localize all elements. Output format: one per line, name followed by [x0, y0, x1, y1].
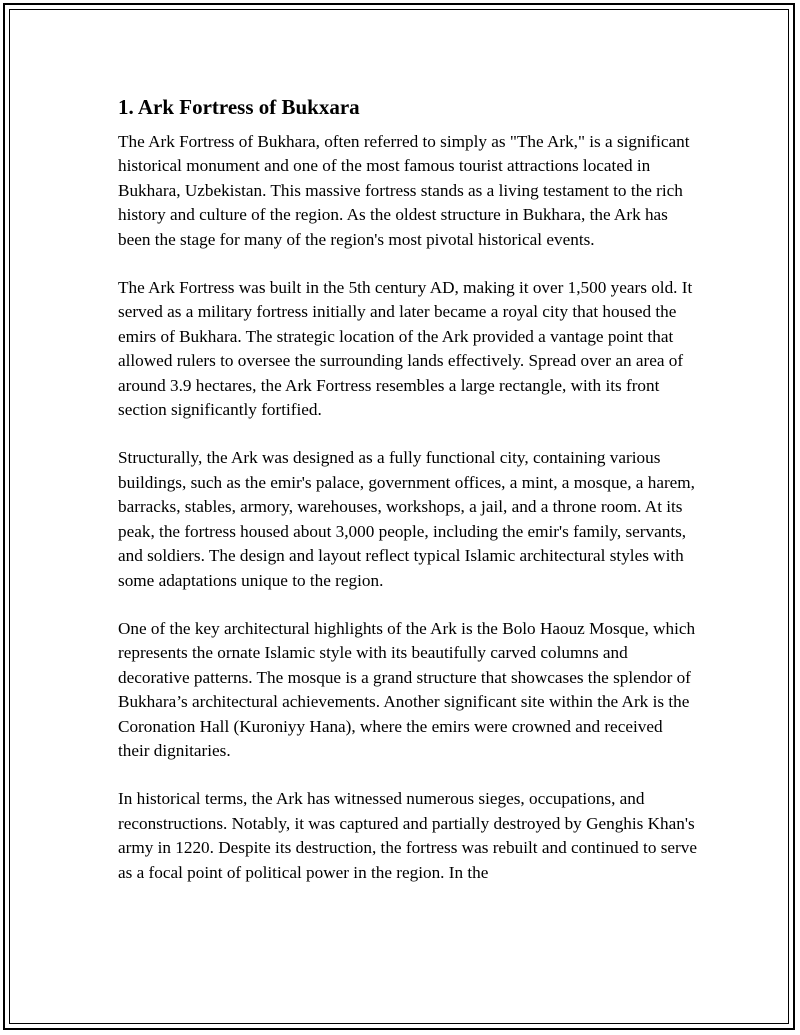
- section-heading: 1. Ark Fortress of Bukxara: [118, 95, 360, 119]
- document-body: [118, 94, 698, 909]
- paragraph-architecture: One of the key architectural highlights of the Ark is the Bolo Haouz Mosque, which represents the ornate Islamic style with its beautifully carved columns and decorative patterns. The mosque is a grand structure that showcases the splendor of Bukhara’s architectural achievements. Another significant site within the Ark is the Coronation Hall (Kuroniyy Hana), where the emirs were crowned and received their dignitaries.: [118, 618, 696, 760]
- paragraph-history: The Ark Fortress was built in the 5th century AD, making it over 1,500 years old. It served as a military fortress initially and later became a royal city that housed the emirs of Bukhara. The strategic location of the Ark provided a vantage point that allowed rulers to oversee the surrounding lands effectively. Spread over an area of around 3.9 hectares, the Ark Fortress resembles a large rectangle, with its front section significantly fortified.: [118, 278, 693, 420]
- paragraph-structure: Structurally, the Ark was designed as a fully functional city, containing various buildings, such as the emir's palace, government offices, a mint, a mosque, a harem, barracks, stables, armory, warehouses, workshops, a jail, and a throne room. At its peak, the fortress housed about 3,000 people, including the emir's family, servants, and soldiers. The design and layout reflect typical Islamic architectural styles with some adaptations unique to the region.: [118, 448, 695, 590]
- paragraph-sieges: In historical terms, the Ark has witnessed numerous sieges, occupations, and reconstructions. Notably, it was captured and partially destroyed by Genghis Khan's army in 1220. Despite its destruction, the fortress was rebuilt and continued to serve as a focal point of political power in the region. In the: [118, 789, 697, 882]
- paragraph-intro: The Ark Fortress of Bukhara, often referred to simply as "The Ark," is a significant historical monument and one of the most famous tourist attractions located in Bukhara, Uzbekistan. This massive fortress stands as a living testament to the rich history and culture of the region. As the oldest structure in Bukhara, the Ark has been the stage for many of the region's most pivotal historical events.: [118, 132, 690, 249]
